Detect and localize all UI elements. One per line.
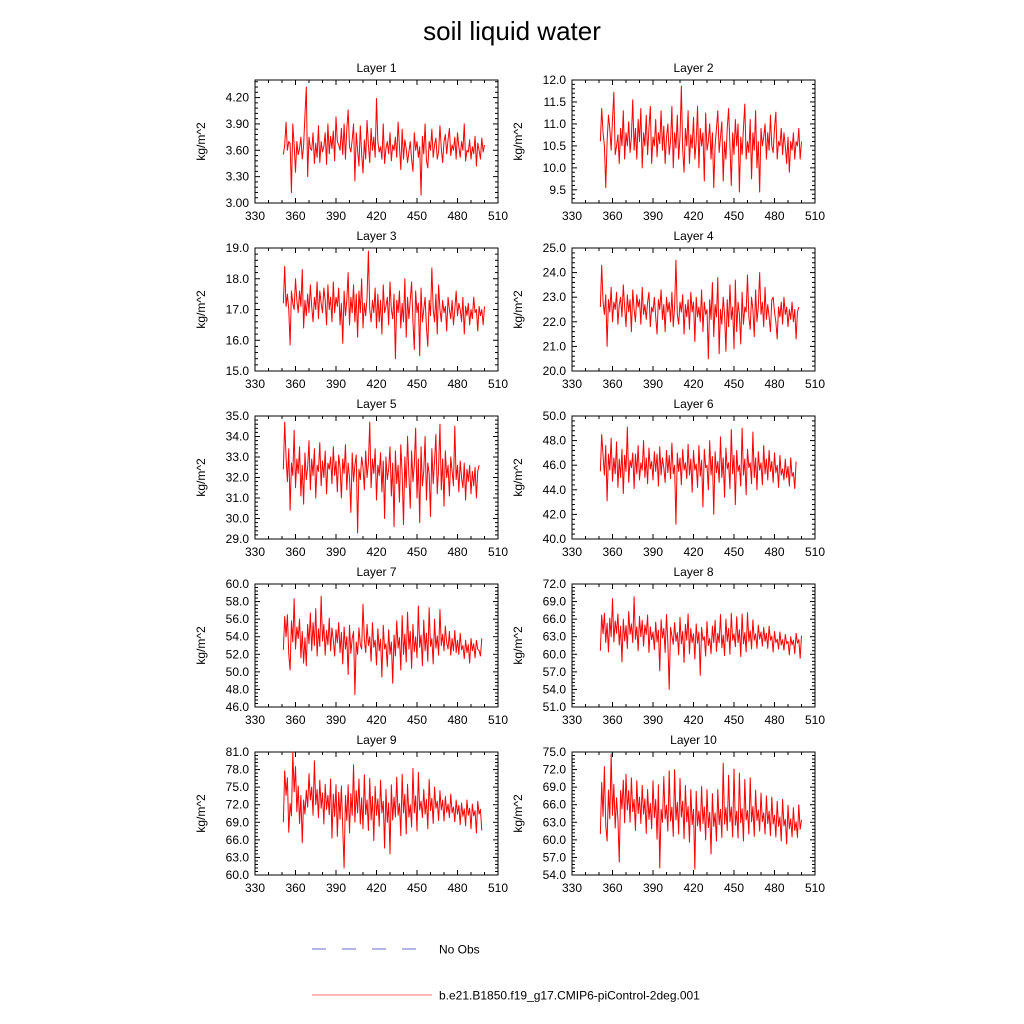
x-tick-label: 450 [723,377,745,391]
x-tick-label: 330 [244,209,266,223]
y-tick-label: 54.0 [542,868,566,882]
y-tick-label: 58.0 [225,594,249,609]
y-tick-label: 10.0 [542,160,566,175]
y-tick-label: 48.0 [542,433,566,448]
y-tick-label: 4.20 [225,90,249,105]
x-tick-label: 390 [325,377,347,391]
panel-layer-8 [511,565,825,727]
y-tick-label: 44.0 [542,482,566,497]
x-tick-label: 450 [406,209,428,223]
panel-title: Layer 3 [356,229,397,243]
y-tick-label: 23.0 [542,290,566,305]
y-tick-label: 63.0 [225,850,249,865]
x-tick-label: 450 [723,713,745,727]
panel-title: Layer 5 [356,397,397,411]
y-axis-label: kg/m^2 [511,794,525,833]
y-axis-label: kg/m^2 [194,794,208,833]
y-tick-label: 34.0 [225,429,249,444]
x-tick-label: 390 [642,713,664,727]
y-tick-label: 66.0 [225,832,249,847]
y-tick-label: 60.0 [542,647,566,662]
y-axis-label: kg/m^2 [511,626,525,665]
y-tick-label: 72.0 [225,797,249,812]
y-tick-label: 24.0 [542,265,566,280]
x-tick-label: 480 [764,209,785,223]
series-line-layer-4 [600,260,798,358]
y-tick-label: 46.0 [225,700,249,714]
y-tick-label: 12.0 [542,73,566,87]
x-tick-label: 330 [561,881,583,895]
y-tick-label: 52.0 [225,647,249,662]
panel-layer-9 [194,733,508,895]
x-tick-label: 360 [602,545,623,559]
x-tick-label: 330 [244,713,266,727]
y-tick-label: 20.0 [542,364,566,378]
x-tick-label: 480 [447,881,468,895]
y-tick-label: 75.0 [542,745,566,759]
x-tick-label: 450 [406,545,428,559]
y-tick-label: 17.0 [225,302,249,317]
x-tick-label: 480 [764,713,785,727]
x-tick-label: 480 [447,209,468,223]
y-tick-label: 69.0 [542,594,566,609]
x-tick-label: 480 [447,377,468,391]
panels [194,61,825,895]
y-tick-label: 60.0 [225,868,249,882]
x-tick-label: 360 [285,881,306,895]
y-tick-label: 46.0 [542,458,566,473]
y-tick-label: 42.0 [542,507,566,522]
x-tick-label: 510 [804,881,826,895]
x-tick-label: 330 [244,545,266,559]
legend-model-label: b.e21.B1850.f19_g17.CMIP6-piControl-2deg.001 [439,988,700,1003]
y-tick-label: 11.0 [543,116,566,131]
x-tick-label: 420 [366,545,387,559]
y-tick-label: 69.0 [225,815,249,830]
x-tick-label: 510 [487,881,509,895]
x-tick-label: 390 [325,713,347,727]
panel-layer-6 [511,397,825,559]
x-tick-label: 360 [285,209,306,223]
x-tick-label: 360 [285,545,306,559]
x-tick-label: 450 [406,713,428,727]
x-tick-label: 420 [366,209,387,223]
y-tick-label: 51.0 [542,700,566,714]
x-tick-label: 510 [487,545,509,559]
panel-layer-3 [194,229,508,391]
legend [312,943,700,1003]
x-tick-label: 480 [764,545,785,559]
y-tick-label: 50.0 [225,664,249,679]
x-tick-label: 510 [804,377,826,391]
panel-title: Layer 8 [673,565,714,579]
y-tick-label: 31.0 [225,491,249,505]
panel-layer-2 [511,61,825,223]
x-tick-label: 480 [447,545,468,559]
x-tick-label: 390 [325,209,347,223]
y-tick-label: 60.0 [225,577,249,591]
x-tick-label: 480 [764,881,785,895]
x-tick-label: 420 [683,209,704,223]
y-axis-label: kg/m^2 [194,626,208,665]
x-tick-label: 390 [325,881,347,895]
y-tick-label: 11.5 [543,94,566,109]
y-tick-label: 10.5 [542,138,566,153]
x-tick-label: 510 [487,713,509,727]
x-tick-label: 360 [285,377,306,391]
x-tick-label: 420 [366,377,387,391]
x-tick-label: 510 [804,545,826,559]
x-tick-label: 330 [561,209,583,223]
x-tick-label: 390 [642,377,664,391]
y-tick-label: 22.0 [542,314,566,329]
y-tick-label: 57.0 [542,850,566,865]
y-tick-label: 57.0 [542,664,566,679]
x-tick-label: 450 [723,881,745,895]
x-tick-label: 420 [683,713,704,727]
y-tick-label: 81.0 [225,745,249,759]
y-tick-label: 3.30 [225,169,249,184]
series-line-layer-9 [283,752,481,868]
y-tick-label: 30.0 [225,511,249,526]
y-tick-label: 72.0 [542,762,566,777]
panel-title: Layer 10 [670,733,717,747]
y-tick-label: 56.0 [225,612,249,627]
y-tick-label: 66.0 [542,612,566,627]
y-axis-label: kg/m^2 [511,290,525,329]
series-line-layer-3 [283,251,484,359]
y-tick-label: 48.0 [225,682,249,697]
x-tick-label: 420 [683,377,704,391]
y-tick-label: 9.5 [549,182,566,197]
series-line-layer-6 [600,427,796,524]
y-tick-label: 69.0 [542,780,566,795]
y-axis-label: kg/m^2 [511,458,525,497]
x-tick-label: 510 [487,377,509,391]
y-tick-label: 18.0 [225,271,249,286]
panel-layer-7 [194,565,508,727]
x-tick-label: 390 [642,545,664,559]
x-tick-label: 330 [244,881,266,895]
y-tick-label: 15.0 [225,364,249,378]
x-tick-label: 360 [602,209,623,223]
x-tick-label: 450 [406,377,428,391]
figure-title: soil liquid water [423,16,601,46]
panel-title: Layer 9 [356,733,397,747]
x-tick-label: 360 [602,377,623,391]
x-tick-label: 420 [366,713,387,727]
x-tick-label: 420 [366,881,387,895]
x-tick-label: 420 [683,881,704,895]
y-tick-label: 50.0 [542,409,566,423]
legend-obs-label: No Obs [439,942,480,957]
x-tick-label: 450 [723,209,745,223]
y-tick-label: 35.0 [225,409,249,423]
y-tick-label: 25.0 [542,241,566,255]
panel-title: Layer 2 [673,61,714,75]
y-tick-label: 33.0 [225,450,249,464]
y-tick-label: 63.0 [542,629,566,644]
x-tick-label: 330 [561,713,583,727]
y-tick-label: 3.90 [225,116,249,131]
x-tick-label: 510 [804,209,826,223]
x-tick-label: 390 [642,209,664,223]
x-tick-label: 480 [447,713,468,727]
series-line-layer-7 [283,596,481,694]
panel-layer-1 [194,61,508,223]
y-tick-label: 16.0 [225,333,249,348]
x-tick-label: 360 [285,713,306,727]
y-tick-label: 19.0 [225,241,249,255]
x-tick-label: 330 [561,545,583,559]
x-tick-label: 510 [804,713,826,727]
x-tick-label: 360 [602,881,623,895]
y-tick-label: 32.0 [225,470,249,485]
x-tick-label: 330 [244,377,266,391]
y-axis-label: kg/m^2 [194,290,208,329]
y-tick-label: 3.00 [225,196,249,210]
y-axis-label: kg/m^2 [194,458,208,497]
series-line-layer-1 [283,87,484,195]
y-tick-label: 72.0 [542,577,566,591]
panel-title: Layer 1 [356,61,397,75]
y-tick-label: 75.0 [225,780,249,795]
panel-title: Layer 6 [673,397,714,411]
y-tick-label: 78.0 [225,762,249,777]
x-tick-label: 330 [561,377,583,391]
x-tick-label: 360 [602,713,623,727]
x-tick-label: 390 [642,881,664,895]
panel-layer-10 [511,733,825,895]
x-tick-label: 450 [406,881,428,895]
x-tick-label: 450 [723,545,745,559]
y-tick-label: 63.0 [542,815,566,830]
y-axis-label: kg/m^2 [194,122,208,161]
y-tick-label: 54.0 [225,629,249,644]
panel-layer-5 [194,397,508,559]
series-line-layer-8 [600,597,801,690]
y-tick-label: 66.0 [542,797,566,812]
x-tick-label: 420 [683,545,704,559]
y-axis-label: kg/m^2 [511,122,525,161]
y-tick-label: 60.0 [542,832,566,847]
series-line-layer-5 [283,422,479,533]
series-line-layer-2 [600,86,801,192]
y-tick-label: 21.0 [542,339,566,354]
y-tick-label: 3.60 [225,143,249,158]
panel-layer-4 [511,229,825,391]
x-tick-label: 510 [487,209,509,223]
panel-title: Layer 4 [673,229,714,243]
series-line-layer-10 [600,754,801,869]
y-tick-label: 54.0 [542,682,566,697]
panel-title: Layer 7 [356,565,397,579]
y-tick-label: 29.0 [225,532,249,546]
x-tick-label: 390 [325,545,347,559]
x-tick-label: 480 [764,377,785,391]
y-tick-label: 40.0 [542,532,566,546]
